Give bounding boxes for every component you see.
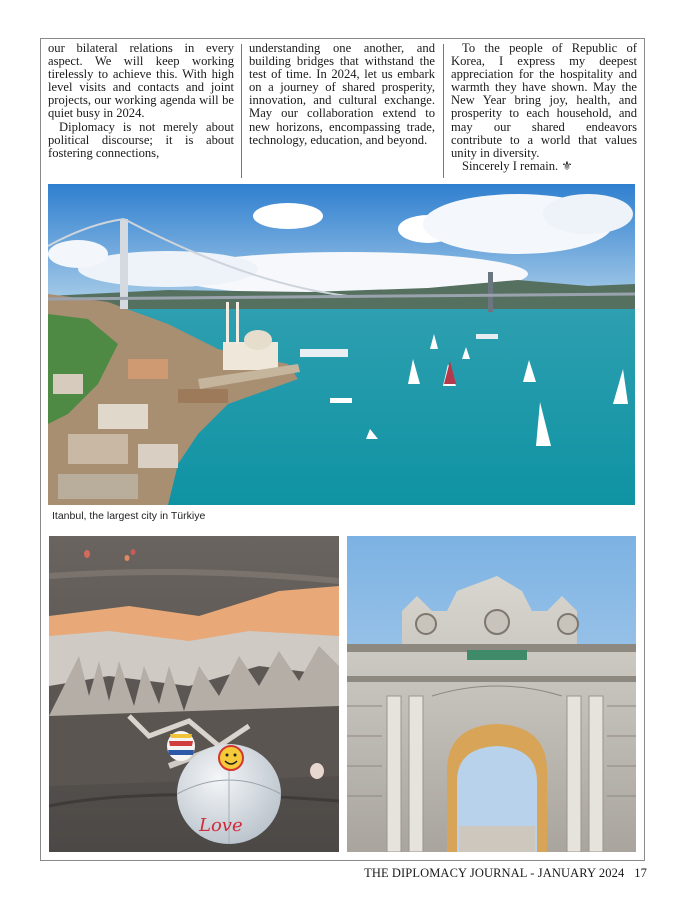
text-column-3 xyxy=(451,42,637,178)
cappadocia-balloons-photo xyxy=(49,536,339,852)
tulip-icon: ⚜ xyxy=(561,158,573,173)
page-footer xyxy=(300,866,647,881)
paragraph: To the people of Republic of Korea, I express my deepest appreciation for the hospitality and warmth they have shown. May the New Year bring joy, health, and prosperity to each household, and may our shared endeavors contribute to a world that values unity in diversity. xyxy=(451,42,637,160)
text-column-2 xyxy=(249,42,435,178)
column-divider xyxy=(443,44,444,178)
paragraph: understanding one another, and building bridges that withstand the test of time. In 2024, let us embark on a journey of shared prosperity, innovation, and cultural exchange. May our collaboration extend to new horizons, encompassing trade, technology, education, and beyond. xyxy=(249,42,435,147)
journal-title: THE DIPLOMACY JOURNAL - JANUARY 2024 xyxy=(364,866,625,880)
closing-text: Sincerely I remain. xyxy=(462,158,559,173)
istanbul-bosphorus-photo xyxy=(48,184,635,505)
paragraph: our bilateral relations in every aspect. We will keep working tirelessly to achieve this. With high level visits and contacts and joint projects, our working agenda will be quiet busy in 2024. xyxy=(48,42,234,121)
column-divider xyxy=(241,44,242,178)
paragraph: Diplomacy is not merely about political discourse; it is about fostering connections, xyxy=(48,119,234,160)
closing-line xyxy=(451,160,637,173)
photo-caption: Itanbul, the largest city in Türkiye xyxy=(52,510,206,522)
text-column-1 xyxy=(48,42,234,178)
page-number: 17 xyxy=(634,866,647,880)
balloon-text: Love xyxy=(199,815,243,836)
dolmabahce-gate-photo xyxy=(347,536,636,852)
